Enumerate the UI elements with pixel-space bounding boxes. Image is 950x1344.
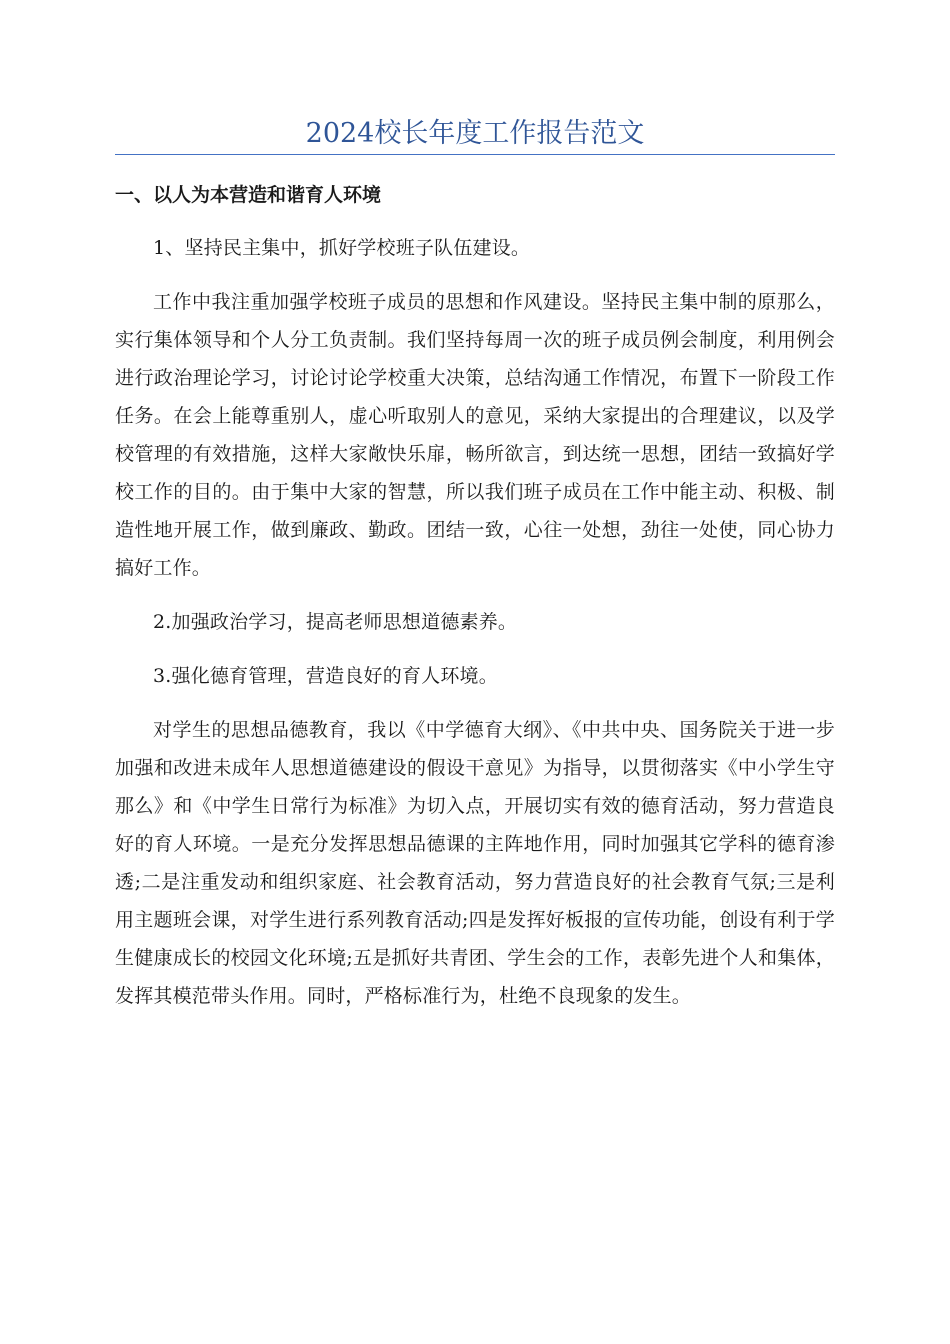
paragraph-2: 工作中我注重加强学校班子成员的思想和作风建设。坚持民主集中制的原那么，实行集体领导和个人分工负责制。我们坚持每周一次的班子成员例会制度，利用例会进行政治理论学习，讨论讨论学校重大决策，总结沟通工作情况，布置下一阶段工作任务。在会上能尊重别人，虚心听取别人的意见，采纳大家提出的合理建议，以及学校管理的有效措施，这样大家敞快乐扉，畅所欲言，到达统一思想，团结一致搞好学校工作的目的。由于集中大家的智慧，所以我们班子成员在工作中能主动、积极、制造性地开展工作，做到廉政、勤政。团结一致，心往一处想，劲往一处使，同心协力搞好工作。 [115,291,835,579]
paragraph-1: 1、坚持民主集中，抓好学校班子队伍建设。 [153,237,531,259]
section-heading: 一、以人为本营造和谐育人环境 [115,184,382,206]
document-title: 2024校长年度工作报告范文 [305,118,645,149]
paragraph-4: 3.强化德育管理，营造良好的育人环境。 [153,665,498,687]
paragraph-5: 对学生的思想品德教育，我以《中学德育大纲》、《中共中央、国务院关于进一步加强和改进未成年人思想道德建设的假设干意见》为指导，以贯彻落实《中小学生守那么》和《中学生日常行为标准》为切入点，开展切实有效的德育活动，努力营造良好的育人环境。一是充分发挥思想品德课的主阵地作用，同时加强其它学科的德育渗透;二是注重发动和组织家庭、社会教育活动，努力营造良好的社会教育气氛;三是利用主题班会课，对学生进行系列教育活动;四是发挥好板报的宣传功能，创设有利于学生健康成长的校园文化环境;五是抓好共青团、学生会的工作，表彰先进个人和集体，发挥其模范带头作用。同时，严格标准行为，杜绝不良现象的发生。 [115,719,835,1007]
document-body [115,177,835,1015]
title-underline [115,154,835,155]
paragraph-3: 2.加强政治学习，提高老师思想道德素养。 [153,611,518,633]
